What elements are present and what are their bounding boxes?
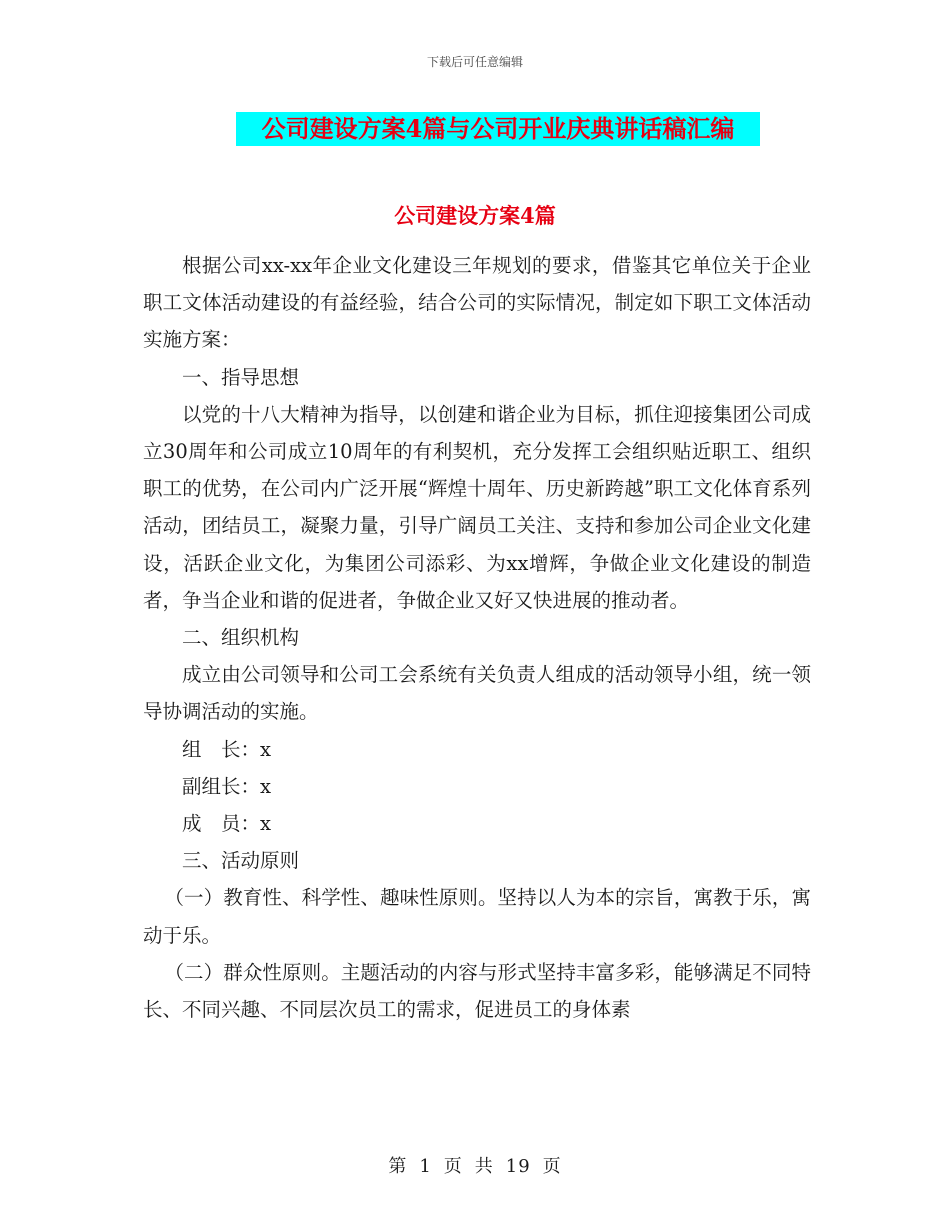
section-title: 公司建设方案4篇 xyxy=(394,203,556,228)
member-deputy-leader: 副组长：x xyxy=(182,774,271,798)
footer-total-unit: 页 xyxy=(542,1156,562,1177)
principle-one: （一）教育性、科学性、趣味性原则。坚持以人为本的宗旨，寓教于乐，寓动于乐。 xyxy=(143,886,811,947)
heading-guiding-ideology: 一、指导思想 xyxy=(182,365,300,389)
footer-page-label: 第 xyxy=(388,1156,408,1177)
page-footer xyxy=(0,1152,950,1178)
header-note: 下载后可任意编辑 xyxy=(426,55,523,69)
heading-principles: 三、活动原则 xyxy=(182,849,300,873)
document-main-title: 公司建设方案4篇与公司开业庆典讲话稿汇编 xyxy=(236,112,760,146)
footer-total-pages: 19 xyxy=(505,1156,531,1177)
paragraph-intro: 根据公司xx-xx年企业文化建设三年规划的要求，借鉴其它单位关于企业职工文体活动建设的有益经验，结合公司的实际情况，制定如下职工文体活动实施方案： xyxy=(143,254,811,352)
heading-organization: 二、组织机构 xyxy=(182,626,300,650)
footer-page-unit: 页 xyxy=(443,1156,463,1177)
footer-page-number: 1 xyxy=(419,1156,432,1177)
footer-total-label: 共 xyxy=(474,1156,494,1177)
member-members: 成 员：x xyxy=(182,812,271,836)
principle-two: （二）群众性原则。主题活动的内容与形式坚持丰富多彩，能够满足不同特长、不同兴趣、不同层次员工的需求，促进员工的身体素 xyxy=(143,960,811,1022)
paragraph-guiding-ideology: 以党的十八大精神为指导，以创建和谐企业为目标，抓住迎接集团公司成立30周年和公司成立10周年的有利契机，充分发挥工会组织贴近职工、组织职工的优势，在公司内广泛开展“辉煌十周年、历史新跨越”职工文化体育系列活动，团结员工，凝聚力量，引导广阔员工关注、支持和参加公司企业文化建设，活跃企业文化，为集团公司添彩、为xx增辉，争做企业文化建设的制造者，争当企业和谐的促进者，争做企业又好又快进展的推动者。 xyxy=(143,402,811,612)
member-leader: 组 长：x xyxy=(182,737,271,761)
paragraph-organization: 成立由公司领导和公司工会系统有关负责人组成的活动领导小组，统一领导协调活动的实施。 xyxy=(143,663,811,724)
document-body xyxy=(143,247,811,1028)
